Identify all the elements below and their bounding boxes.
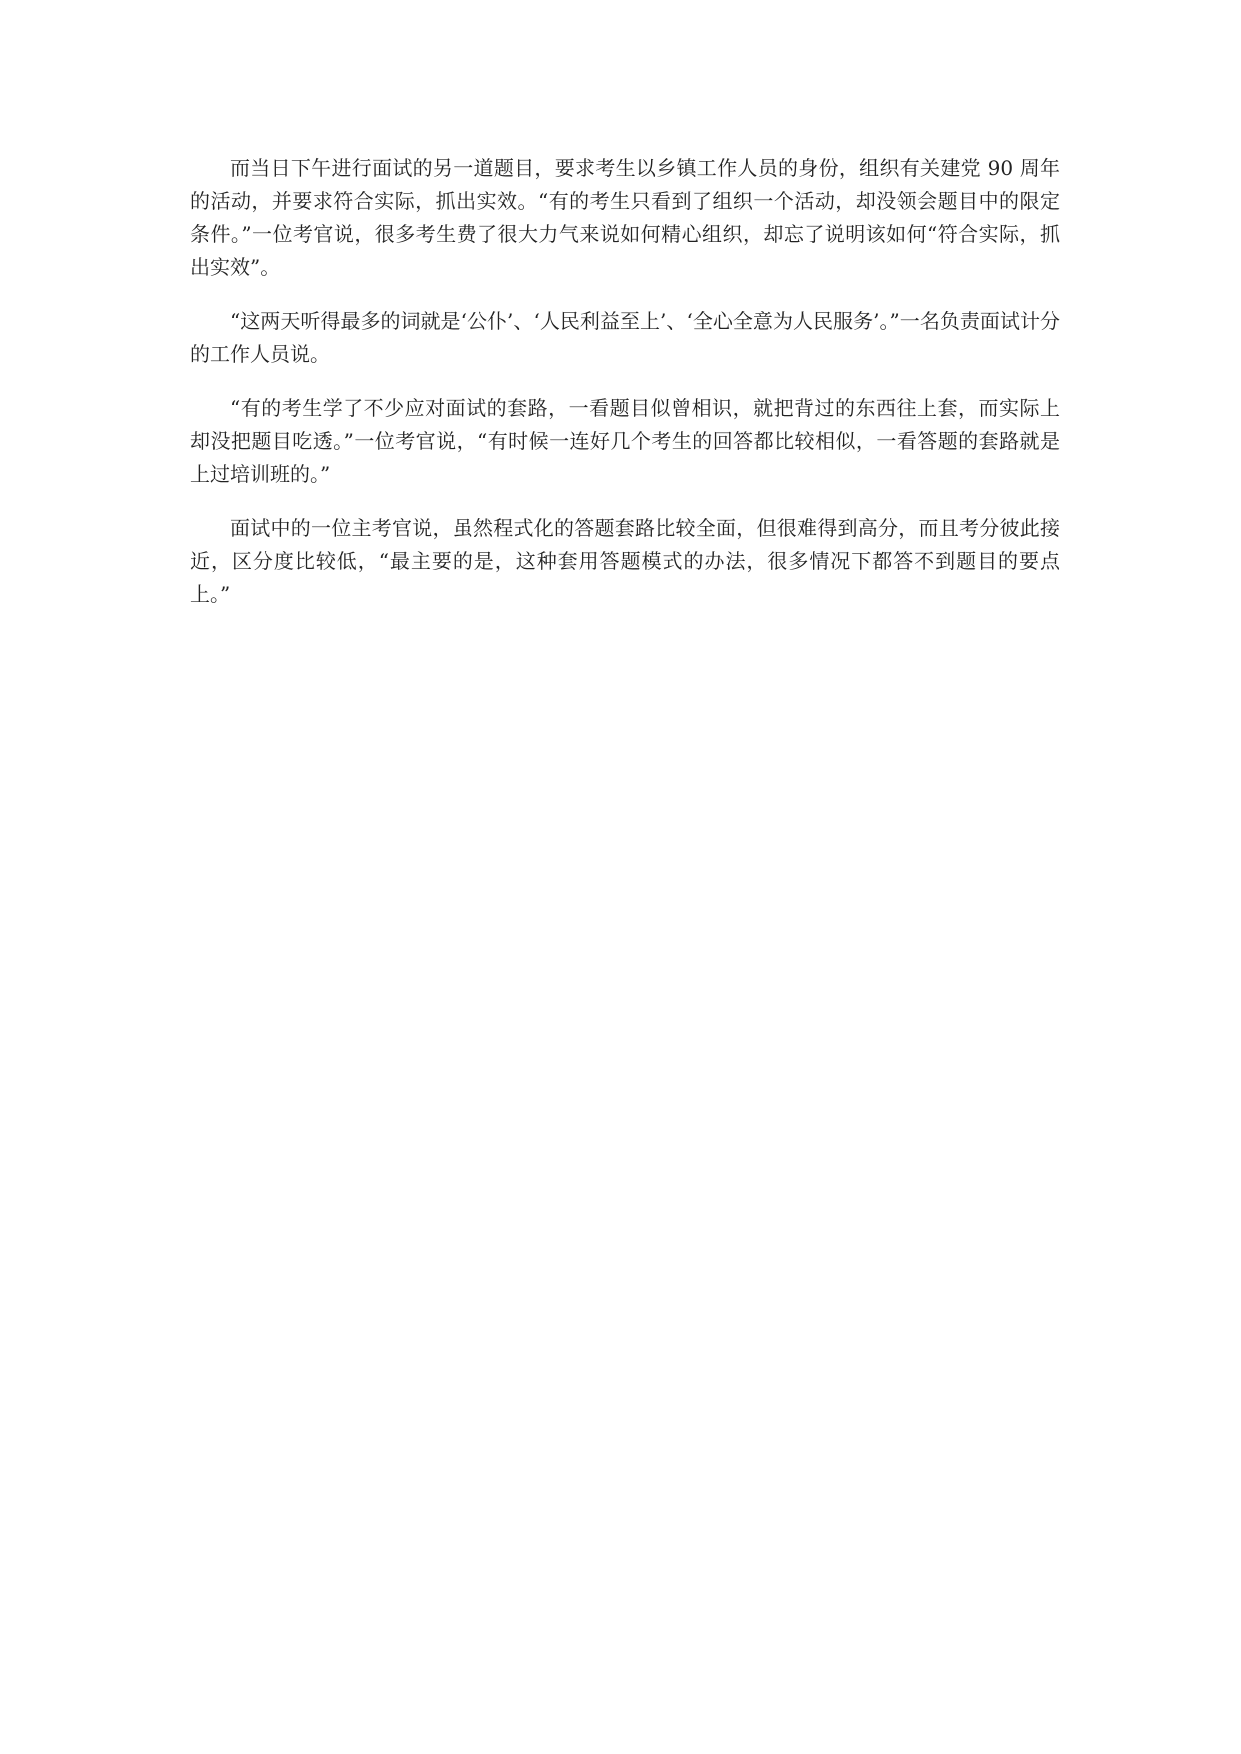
article-body [190,152,1060,632]
paragraph-4: 面试中的一位主考官说，虽然程式化的答题套路比较全面，但很难得到高分，而且考分彼此接近，区分度比较低，“最主要的是，这种套用答题模式的办法，很多情况下都答不到题目的要点上。” [190,516,1060,606]
paragraph-2: “这两天听得最多的词就是‘公仆’、‘人民利益至上’、‘全心全意为人民服务’。”一名负责面试计分的工作人员说。 [190,309,1060,366]
paragraph-3: “有的考生学了不少应对面试的套路，一看题目似曾相识，就把背过的东西往上套，而实际上却没把题目吃透。”一位考官说，“有时候一连好几个考生的回答都比较相似，一看答题的套路就是上过培训班的。” [190,396,1060,486]
paragraph-1: 而当日下午进行面试的另一道题目，要求考生以乡镇工作人员的身份，组织有关建党 90 周年的活动，并要求符合实际，抓出实效。“有的考生只看到了组织一个活动，却没领会题目中的限定条件。”一位考官说，很多考生费了很大力气来说如何精心组织，却忘了说明该如何“符合实际，抓出实效”。 [190,156,1060,279]
